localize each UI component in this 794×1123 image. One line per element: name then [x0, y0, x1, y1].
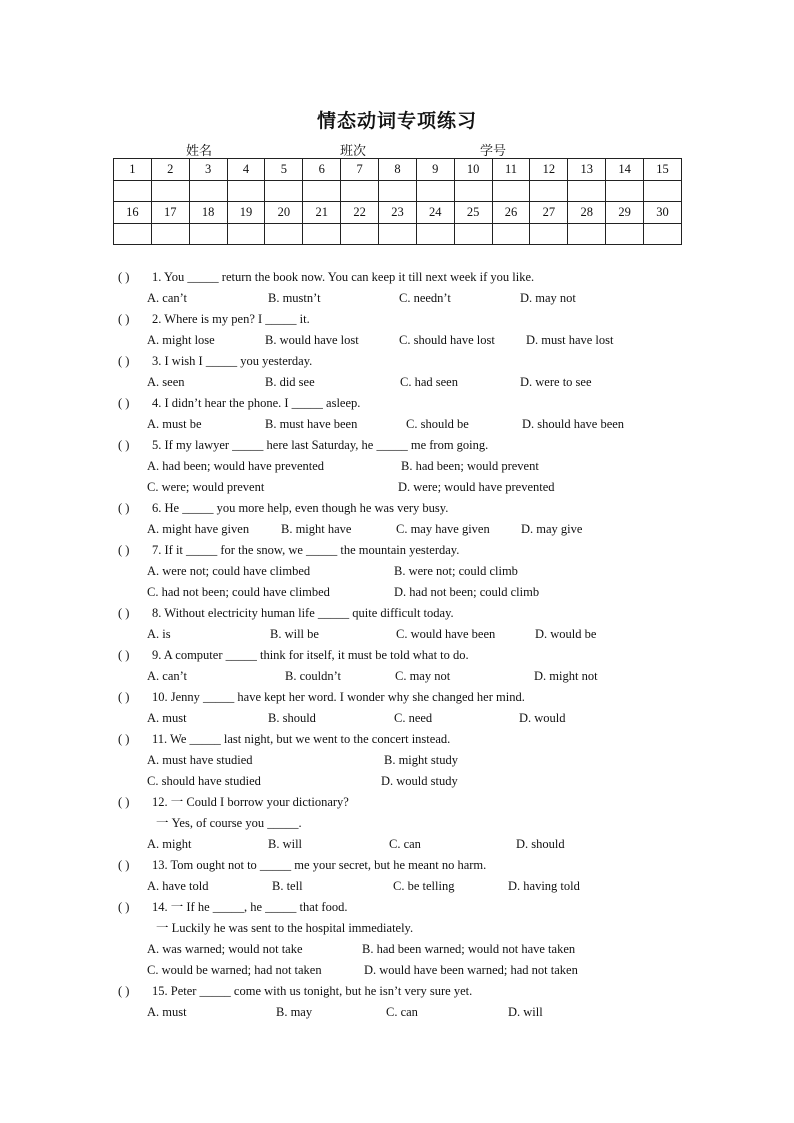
name-blank[interactable] — [214, 144, 310, 159]
answer-grid-number: 25 — [454, 202, 492, 224]
option-c: C. can — [389, 837, 421, 851]
question-stem: 6. He _____ you more help, even though he was very busy. — [152, 501, 449, 515]
answer-grid-number: 26 — [492, 202, 530, 224]
answer-grid-number: 14 — [606, 159, 644, 181]
option-row — [118, 582, 678, 603]
option-c: C. had not been; could have climbed — [147, 585, 330, 599]
answer-grid-number: 13 — [568, 159, 606, 181]
question-stem: 8. Without electricity human life _____ quite difficult today. — [152, 606, 454, 620]
option-a: A. were not; could have climbed — [147, 564, 311, 578]
answer-cell[interactable] — [341, 223, 379, 245]
answer-grid-number: 27 — [530, 202, 568, 224]
answer-paren[interactable]: ( ) — [118, 312, 130, 326]
option-d: D. would be — [535, 627, 597, 641]
answer-grid-number: 4 — [227, 159, 265, 181]
question-stem: 15. Peter _____ come with us tonight, but he isn’t very sure yet. — [152, 984, 473, 998]
question-10 — [118, 687, 678, 708]
option-row — [118, 834, 678, 855]
question-5 — [118, 435, 678, 456]
answer-paren[interactable]: ( ) — [118, 438, 130, 452]
answer-cell[interactable] — [151, 180, 189, 202]
option-a: A. had been; would have prevented — [147, 459, 325, 473]
student-number-blank[interactable] — [508, 144, 604, 159]
answer-cell[interactable] — [454, 223, 492, 245]
option-b: B. might study — [384, 753, 458, 767]
option-c: C. should have lost — [399, 333, 495, 347]
answer-grid-number: 16 — [114, 202, 152, 224]
option-a: A. might lose — [147, 333, 215, 347]
option-b: B. tell — [272, 879, 303, 893]
answer-paren[interactable]: ( ) — [118, 354, 130, 368]
answer-grid-number: 21 — [303, 202, 341, 224]
option-c: C. would have been — [396, 627, 496, 641]
answer-paren[interactable]: ( ) — [118, 795, 130, 809]
answer-grid — [113, 158, 682, 245]
answer-grid-number-row — [114, 159, 682, 181]
answer-cell[interactable] — [644, 223, 682, 245]
option-a: A. must have studied — [147, 753, 253, 767]
option-c: C. may not — [395, 669, 451, 683]
option-c: C. were; would prevent — [147, 480, 265, 494]
option-c: C. may have given — [396, 522, 490, 536]
option-b: B. couldn’t — [285, 669, 342, 683]
option-row — [118, 456, 678, 477]
answer-cell[interactable] — [606, 180, 644, 202]
option-c: C. had seen — [400, 375, 458, 389]
class-blank[interactable] — [368, 144, 464, 159]
option-c: C. should have studied — [147, 774, 261, 788]
answer-cell[interactable] — [530, 180, 568, 202]
answer-paren[interactable]: ( ) — [118, 984, 130, 998]
answer-grid-number: 10 — [454, 159, 492, 181]
class-field[interactable] — [340, 140, 464, 159]
answer-cell[interactable] — [492, 180, 530, 202]
option-b: B. must have been — [265, 417, 358, 431]
student-number-label: 学号 — [480, 144, 507, 159]
option-row — [118, 666, 678, 687]
dialogue-reply-text: 一 Luckily he was sent to the hospital immediately. — [156, 921, 414, 935]
dialogue-reply — [118, 918, 678, 939]
answer-grid-number: 3 — [189, 159, 227, 181]
answer-cell[interactable] — [416, 223, 454, 245]
answer-grid-number: 15 — [644, 159, 682, 181]
option-d: D. would have been warned; had not taken — [364, 963, 578, 977]
option-d: D. would — [519, 711, 566, 725]
question-stem: 13. Tom ought not to _____ me your secret, but he meant no harm. — [152, 858, 487, 872]
answer-grid-number: 17 — [151, 202, 189, 224]
answer-cell[interactable] — [454, 180, 492, 202]
question-2 — [118, 309, 678, 330]
answer-cell[interactable] — [303, 180, 341, 202]
option-a: A. have told — [147, 879, 209, 893]
answer-grid-number: 30 — [644, 202, 682, 224]
student-number-field[interactable] — [480, 140, 604, 159]
answer-cell[interactable] — [265, 180, 303, 202]
option-a: A. might — [147, 837, 192, 851]
answer-grid-blank-row — [114, 180, 682, 202]
question-stem: 5. If my lawyer _____ here last Saturday, he _____ me from going. — [152, 438, 489, 452]
answer-cell[interactable] — [341, 180, 379, 202]
option-d: D. should have been — [522, 417, 625, 431]
option-b: B. would have lost — [265, 333, 359, 347]
option-d: D. will — [508, 1005, 543, 1019]
answer-grid-number: 8 — [379, 159, 417, 181]
option-row — [118, 624, 678, 645]
question-stem: 12. 一 Could I borrow your dictionary? — [152, 795, 349, 809]
answer-cell[interactable] — [114, 180, 152, 202]
answer-cell[interactable] — [379, 223, 417, 245]
answer-paren[interactable]: ( ) — [118, 270, 130, 284]
answer-grid-blank-row — [114, 223, 682, 245]
question-stem: 2. Where is my pen? I _____ it. — [152, 312, 310, 326]
name-field[interactable] — [186, 140, 310, 159]
option-d: D. were to see — [520, 375, 592, 389]
question-stem: 7. If it _____ for the snow, we _____ the mountain yesterday. — [152, 543, 460, 557]
answer-cell[interactable] — [644, 180, 682, 202]
answer-cell[interactable] — [530, 223, 568, 245]
question-stem: 4. I didn’t hear the phone. I _____ asleep. — [152, 396, 361, 410]
answer-grid-number: 24 — [416, 202, 454, 224]
answer-cell[interactable] — [303, 223, 341, 245]
answer-paren[interactable]: ( ) — [118, 690, 130, 704]
answer-cell[interactable] — [114, 223, 152, 245]
option-row — [118, 519, 678, 540]
answer-cell[interactable] — [492, 223, 530, 245]
option-d: D. might not — [534, 669, 598, 683]
question-stem: 11. We _____ last night, but we went to the concert instead. — [152, 732, 451, 746]
answer-grid-number: 20 — [265, 202, 303, 224]
option-a: A. can’t — [147, 669, 188, 683]
option-a: A. was warned; would not take — [147, 942, 303, 956]
option-row — [118, 414, 678, 435]
option-b: B. will be — [270, 627, 319, 641]
answer-grid-number: 5 — [265, 159, 303, 181]
option-a: A. seen — [147, 375, 185, 389]
answer-grid-number: 28 — [568, 202, 606, 224]
answer-cell[interactable] — [227, 180, 265, 202]
answer-grid-number-row — [114, 202, 682, 224]
option-b: B. had been; would prevent — [401, 459, 539, 473]
answer-cell[interactable] — [416, 180, 454, 202]
option-d: D. must have lost — [526, 333, 614, 347]
class-label: 班次 — [340, 144, 367, 159]
option-d: D. should — [516, 837, 565, 851]
option-a: A. must be — [147, 417, 202, 431]
option-row — [118, 330, 678, 351]
answer-paren[interactable]: ( ) — [118, 732, 130, 746]
question-11 — [118, 729, 678, 750]
option-row — [118, 1002, 678, 1023]
option-b: B. will — [268, 837, 303, 851]
question-9 — [118, 645, 678, 666]
answer-cell[interactable] — [189, 223, 227, 245]
option-b: B. may — [276, 1005, 313, 1019]
option-b: B. should — [268, 711, 316, 725]
option-row — [118, 876, 678, 897]
question-7 — [118, 540, 678, 561]
answer-grid-number: 29 — [606, 202, 644, 224]
answer-cell[interactable] — [151, 223, 189, 245]
answer-grid-number: 23 — [379, 202, 417, 224]
question-4 — [118, 393, 678, 414]
option-row — [118, 939, 678, 960]
answer-grid-number: 11 — [492, 159, 530, 181]
answer-paren[interactable]: ( ) — [118, 648, 130, 662]
option-c: C. needn’t — [399, 291, 451, 305]
dialogue-reply — [118, 813, 678, 834]
option-c: C. would be warned; had not taken — [147, 963, 322, 977]
option-b: B. mustn’t — [268, 291, 321, 305]
question-3 — [118, 351, 678, 372]
option-row — [118, 477, 678, 498]
option-d: D. having told — [508, 879, 580, 893]
question-13 — [118, 855, 678, 876]
name-label: 姓名 — [186, 144, 213, 159]
page-title: 情态动词专项练习 — [316, 110, 477, 132]
option-c: C. need — [394, 711, 433, 725]
answer-paren[interactable]: ( ) — [118, 858, 130, 872]
answer-grid-number: 12 — [530, 159, 568, 181]
answer-grid-number: 6 — [303, 159, 341, 181]
answer-paren[interactable]: ( ) — [118, 396, 130, 410]
option-c: C. should be — [406, 417, 469, 431]
answer-grid-number: 1 — [114, 159, 152, 181]
option-c: C. be telling — [393, 879, 455, 893]
option-row — [118, 771, 678, 792]
answer-grid-number: 22 — [341, 202, 379, 224]
answer-cell[interactable] — [568, 223, 606, 245]
answer-paren[interactable]: ( ) — [118, 543, 130, 557]
question-stem: 9. A computer _____ think for itself, it must be told what to do. — [152, 648, 469, 662]
option-row — [118, 288, 678, 309]
option-row — [118, 960, 678, 981]
answer-paren[interactable]: ( ) — [118, 606, 130, 620]
question-14 — [118, 897, 678, 918]
option-d: D. were; would have prevented — [398, 480, 555, 494]
option-b: B. might have — [281, 522, 352, 536]
option-b: B. were not; could climb — [394, 564, 518, 578]
question-6 — [118, 498, 678, 519]
answer-grid-number: 19 — [227, 202, 265, 224]
option-a: A. must — [147, 711, 187, 725]
option-b: B. did see — [265, 375, 315, 389]
answer-cell[interactable] — [189, 180, 227, 202]
answer-grid-number: 18 — [189, 202, 227, 224]
option-c: C. can — [386, 1005, 418, 1019]
answer-paren[interactable]: ( ) — [118, 900, 130, 914]
question-stem: 14. 一 If he _____, he _____ that food. — [152, 900, 348, 914]
option-row — [118, 708, 678, 729]
question-12 — [118, 792, 678, 813]
question-15 — [118, 981, 678, 1002]
answer-paren[interactable]: ( ) — [118, 501, 130, 515]
option-a: A. might have given — [147, 522, 250, 536]
answer-grid-number: 9 — [416, 159, 454, 181]
question-8 — [118, 603, 678, 624]
question-list — [118, 267, 678, 1023]
answer-cell[interactable] — [379, 180, 417, 202]
answer-grid-number: 2 — [151, 159, 189, 181]
answer-cell[interactable] — [568, 180, 606, 202]
option-row — [118, 750, 678, 771]
option-a: A. must — [147, 1005, 187, 1019]
question-stem: 10. Jenny _____ have kept her word. I wonder why she changed her mind. — [152, 690, 525, 704]
option-row — [118, 372, 678, 393]
option-d: D. may not — [520, 291, 576, 305]
option-a: A. is — [147, 627, 171, 641]
option-row — [118, 561, 678, 582]
answer-grid-number: 7 — [341, 159, 379, 181]
answer-cell[interactable] — [265, 223, 303, 245]
question-1 — [118, 267, 678, 288]
option-d: D. would study — [381, 774, 458, 788]
answer-cell[interactable] — [227, 223, 265, 245]
option-d: D. had not been; could climb — [394, 585, 540, 599]
option-d: D. may give — [521, 522, 583, 536]
option-a: A. can’t — [147, 291, 188, 305]
dialogue-reply-text: 一 Yes, of course you _____. — [156, 816, 302, 830]
question-stem: 3. I wish I _____ you yesterday. — [152, 354, 313, 368]
option-b: B. had been warned; would not have taken — [362, 942, 576, 956]
question-stem: 1. You _____ return the book now. You can keep it till next week if you like. — [152, 270, 535, 284]
answer-cell[interactable] — [606, 223, 644, 245]
